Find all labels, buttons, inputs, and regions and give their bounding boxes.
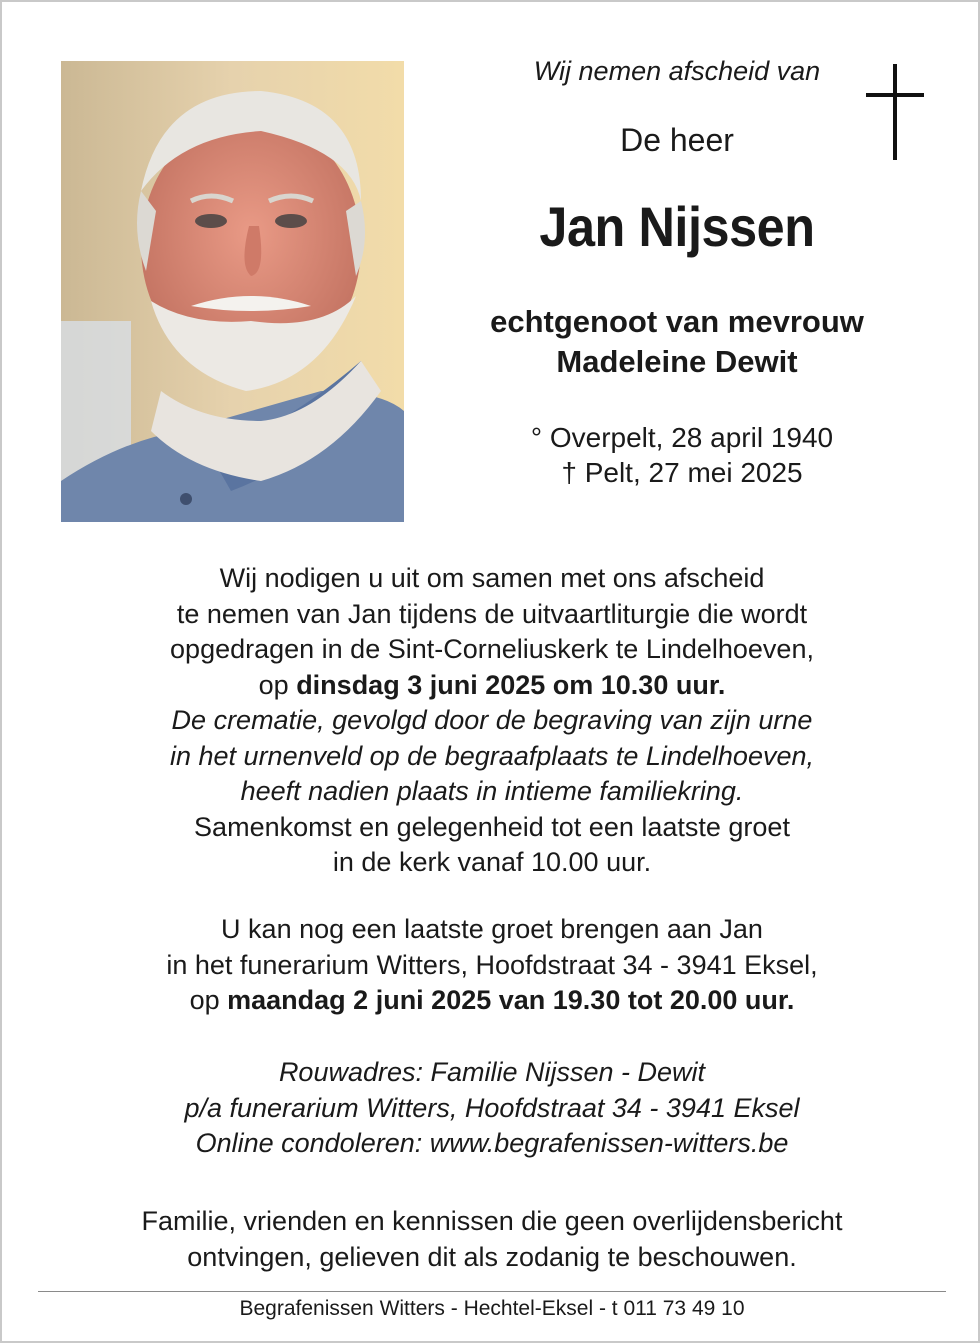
service-date: dinsdag 3 juni 2025 om 10.30 uur. (296, 669, 726, 700)
intro-text: Wij nemen afscheid van (533, 56, 821, 86)
invitation-line: te nemen van Jan tijdens de uitvaartliturgie die wordt (176, 598, 808, 629)
condolence-url: Online condoleren: www.begrafenissen-witters.be (195, 1128, 789, 1158)
portrait-illustration (61, 61, 404, 522)
visitation-datetime (42, 983, 942, 1019)
death-date: † Pelt, 27 mei 2025 (561, 457, 803, 488)
invitation-line: Wij nodigen u uit om samen met ons afscheid (219, 563, 765, 593)
cremation-line: De crematie, gevolgd door de begraving van zijn urne (171, 705, 813, 735)
closing-note (42, 1204, 942, 1275)
spouse-line-2: Madeleine Dewit (556, 344, 798, 379)
spouse-line-1: echtgenoot van mevrouw (490, 304, 864, 339)
closing-line: Familie, vrienden en kennissen die geen overlijdensbericht (141, 1206, 843, 1236)
funeral-home-footer: Begrafenissen Witters - Hechtel-Eksel - t 011 73 49 10 (239, 1297, 745, 1320)
invitation-line: opgedragen in de Sint-Corneliuskerk te Lindelhoeven, (170, 634, 814, 664)
gathering-line: Samenkomst en gelegenheid tot een laatste groet (194, 811, 790, 842)
deceased-name: Jan Nijssen (539, 195, 815, 258)
service-prefix: op (258, 669, 297, 700)
gathering-line: in de kerk vanaf 10.00 uur. (332, 847, 652, 877)
address-line: p/a funerarium Witters, Hoofdstraat 34 - 3941 Eksel (184, 1092, 800, 1123)
life-dates (482, 420, 882, 490)
footer-divider (38, 1291, 946, 1292)
service-datetime (42, 668, 942, 704)
visitation-prefix: op (189, 985, 228, 1015)
portrait-photo (61, 61, 404, 522)
mourning-address (42, 1055, 942, 1162)
visitation-date: maandag 2 juni 2025 van 19.30 tot 20.00 uur. (227, 985, 795, 1015)
spouse-info (442, 302, 912, 382)
visitation-line: U kan nog een laatste groet brengen aan Jan (221, 914, 763, 944)
visitation-line: in het funerarium Witters, Hoofdstraat 34 - 3941 Eksel, (166, 949, 818, 980)
cremation-line: heeft nadien plaats in intieme familiekring. (240, 776, 744, 806)
closing-line: ontvingen, gelieven dit als zodanig te beschouwen. (187, 1241, 797, 1272)
honorific-title: De heer (620, 122, 734, 158)
cremation-line: in het urnenveld op de begraafplaats te Lindelhoeven, (170, 740, 814, 771)
visitation-info (42, 912, 942, 1019)
funeral-invitation (42, 561, 942, 881)
address-line: Rouwadres: Familie Nijssen - Dewit (278, 1057, 706, 1087)
birth-date: ° Overpelt, 28 april 1940 (530, 422, 834, 453)
